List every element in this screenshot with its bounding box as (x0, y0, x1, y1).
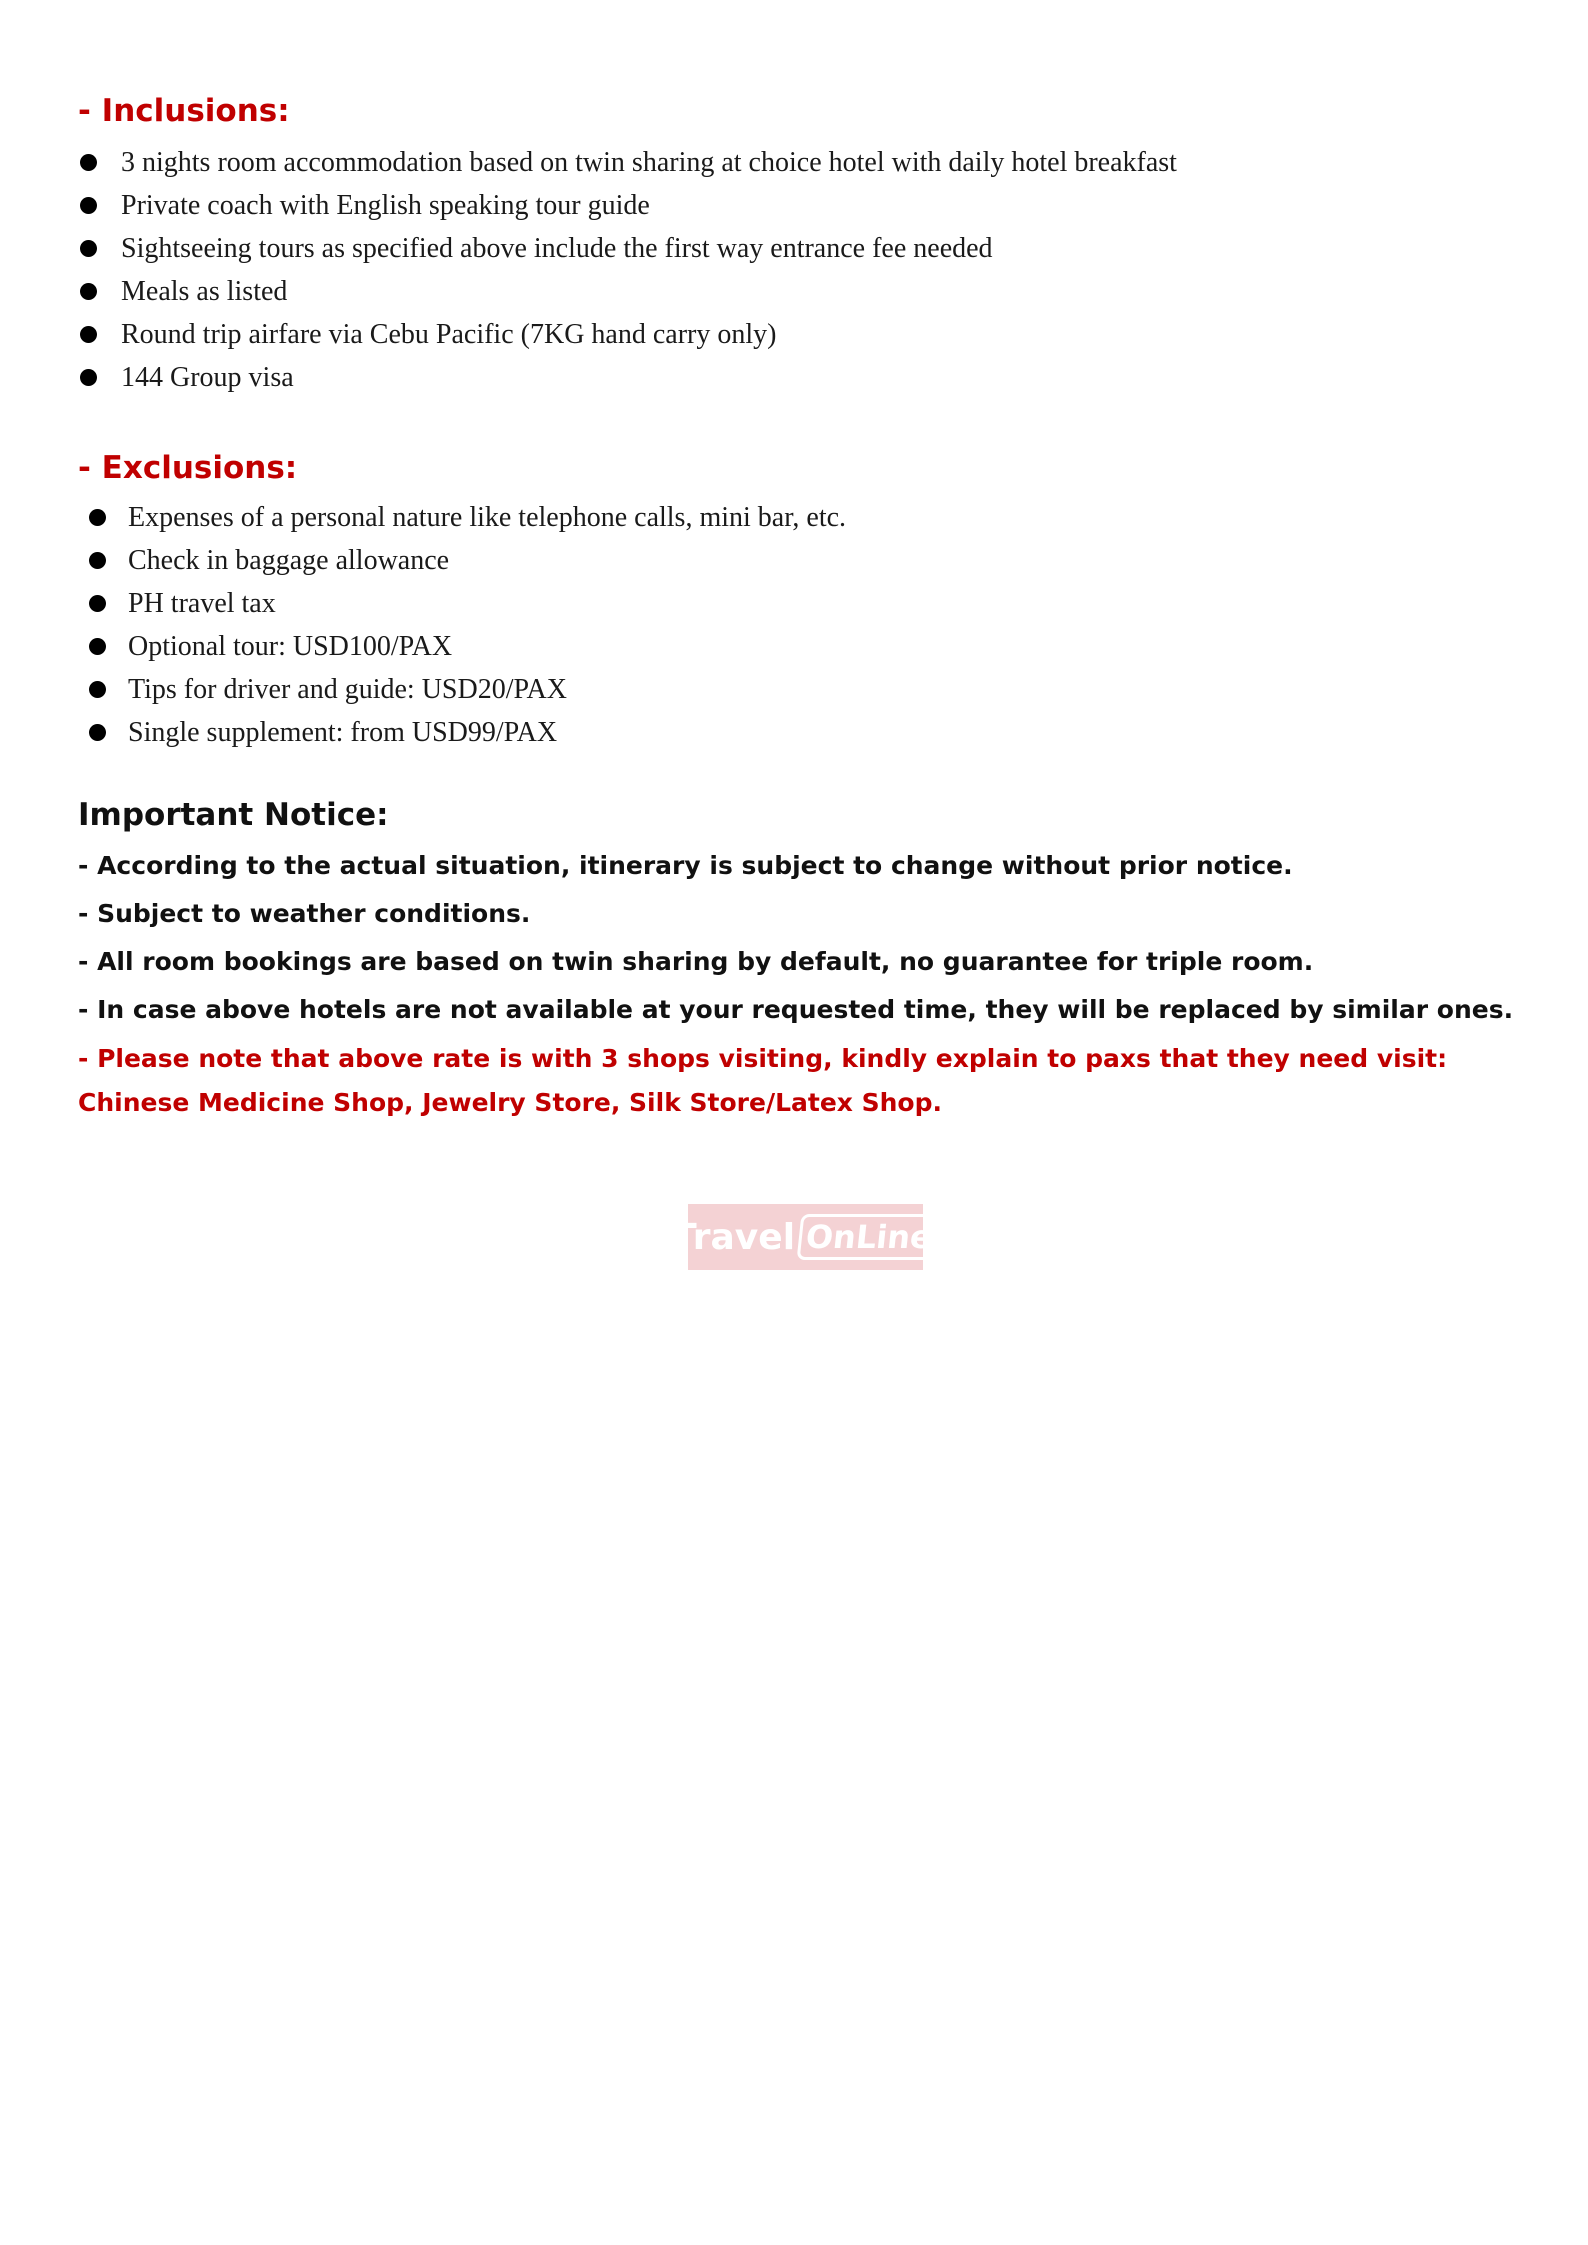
bullet-icon (89, 552, 106, 569)
list-item-text: Sightseeing tours as specified above include the first way entrance fee needed (121, 233, 993, 264)
list-item-text: Check in baggage allowance (128, 545, 450, 576)
list-item-text: Tips for driver and guide: USD20/PAX (128, 674, 567, 705)
notice-line: - In case above hotels are not available at your requested time, they will be replaced by similar ones. (78, 995, 1514, 1024)
list-item-text: Expenses of a personal nature like telephone calls, mini bar, etc. (128, 502, 847, 533)
list-item-text: Private coach with English speaking tour guide (121, 190, 650, 221)
bullet-icon (89, 595, 106, 612)
bullet-icon (80, 369, 97, 386)
list-item-text: PH travel tax (128, 588, 276, 619)
list-item-text: Single supplement: from USD99/PAX (128, 717, 558, 748)
exclusions-heading: - Exclusions: (78, 450, 298, 486)
notice-line: - According to the actual situation, itinerary is subject to change without prior notice. (78, 851, 1293, 880)
bullet-icon (80, 240, 97, 257)
logo-text-travel: Travel (672, 1216, 796, 1258)
bullet-icon (80, 197, 97, 214)
notice-line: - All room bookings are based on twin sharing by default, no guarantee for triple room. (78, 947, 1314, 976)
notice-title: Important Notice: (78, 797, 389, 833)
bullet-icon (80, 326, 97, 343)
list-item-text: 144 Group visa (121, 362, 294, 393)
bullet-icon (89, 681, 106, 698)
bullet-icon (89, 638, 106, 655)
bullet-icon (89, 724, 106, 741)
bullet-icon (80, 283, 97, 300)
travelonline-logo (672, 1204, 934, 1270)
list-item-text: Meals as listed (121, 276, 288, 307)
logo-text-online: OnLine (797, 1214, 942, 1260)
list-item-text: Round trip airfare via Cebu Pacific (7KG hand carry only) (121, 319, 777, 350)
list-item-text: 3 nights room accommodation based on twin sharing at choice hotel with daily hotel breakfast (121, 147, 1177, 178)
inclusions-heading: - Inclusions: (78, 93, 290, 129)
bullet-icon (89, 509, 106, 526)
notice-shops-highlight: - Please note that above rate is with 3 shops visiting, kindly explain to paxs that they need visit: Chinese Medicine Shop, Jewelry Store, Silk Store/Latex Shop. (78, 1044, 1448, 1117)
list-item-text: Optional tour: USD100/PAX (128, 631, 453, 662)
notice-line: - Subject to weather conditions. (78, 899, 531, 928)
bullet-icon (80, 154, 97, 171)
